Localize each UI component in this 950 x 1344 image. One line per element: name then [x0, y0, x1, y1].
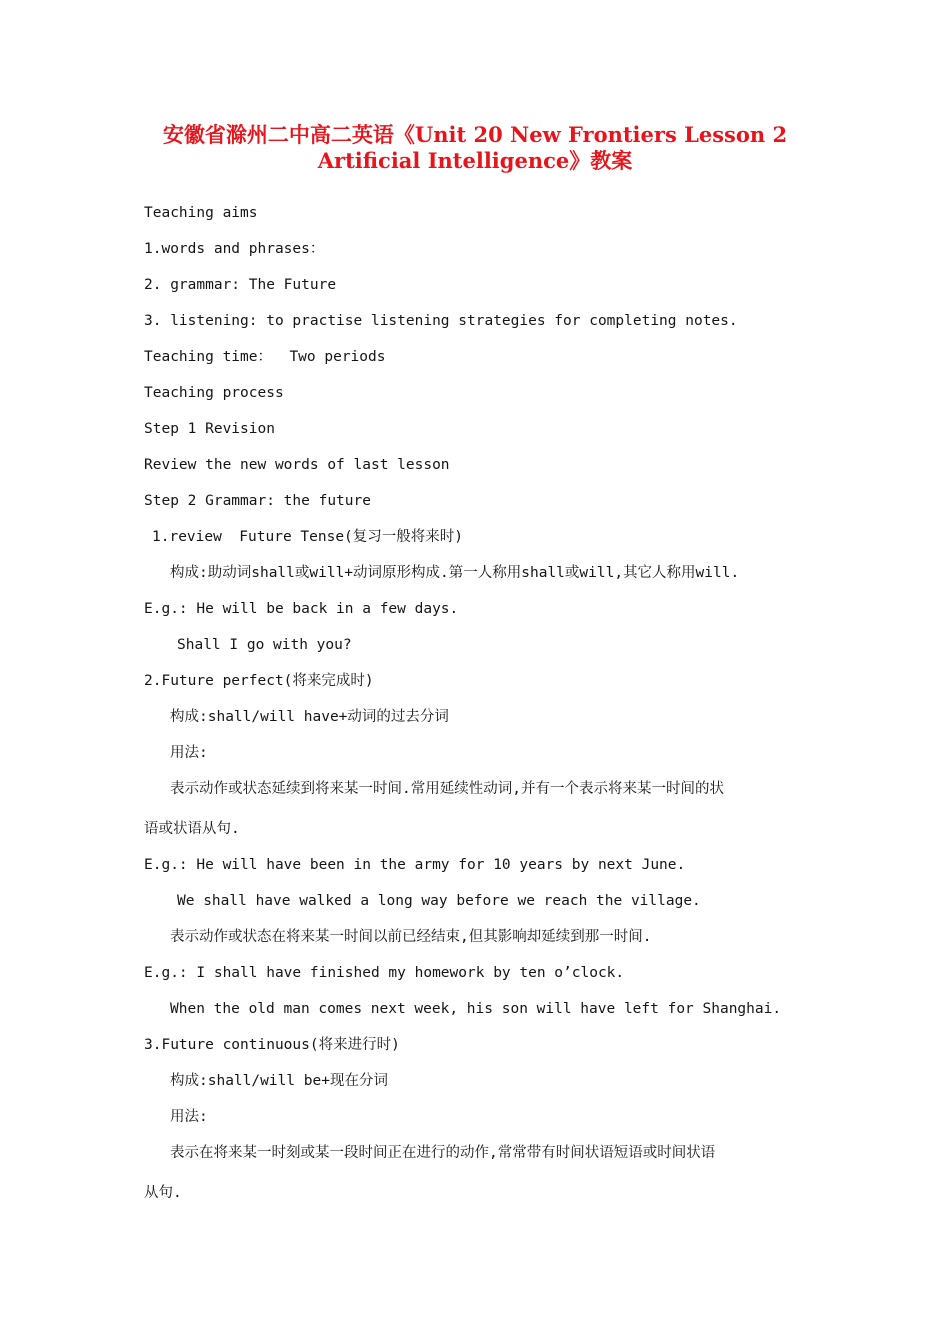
future-perfect-usage-2: 表示动作或状态在将来某一时间以前已经结束,但其影响却延续到那一时间. — [170, 929, 652, 945]
future-continuous-heading: 3.Future continuous(将来进行时) — [144, 1037, 400, 1053]
future-perfect-usage-label: 用法: — [170, 745, 208, 761]
section-heading-teaching-process: Teaching process — [144, 385, 284, 401]
future-perfect-heading: 2.Future perfect(将来完成时) — [144, 673, 374, 689]
future-perfect-usage-1a: 表示动作或状态延续到将来某一时间.常用延续性动词,并有一个表示将来某一时间的状 — [170, 781, 724, 797]
step-2-heading: Step 2 Grammar: the future — [144, 493, 371, 509]
future-tense-heading: 1.review Future Tense(复习一般将来时) — [152, 529, 464, 545]
aim-item-2: 2. grammar: The Future — [144, 277, 337, 293]
aim-item-1: 1.words and phrases： — [144, 241, 325, 257]
future-tense-example-2: Shall I go with you? — [177, 637, 352, 653]
future-tense-example-1: E.g.: He will be back in a few days. — [144, 601, 459, 617]
future-continuous-usage-1a: 表示在将来某一时刻或某一段时间正在进行的动作,常常带有时间状语短语或时间状语 — [170, 1145, 716, 1161]
teaching-time: Teaching time： Two periods — [144, 349, 386, 365]
future-perfect-example-4: When the old man comes next week, his son will have left for Shanghai. — [170, 1001, 782, 1017]
future-perfect-structure: 构成:shall/will have+动词的过去分词 — [170, 709, 449, 725]
step-1-text: Review the new words of last lesson — [144, 457, 450, 473]
document-title — [0, 122, 950, 174]
aim-item-3: 3. listening: to practise listening strategies for completing notes. — [144, 313, 738, 329]
title-line-2: Artificial Intelligence》教案 — [317, 148, 633, 173]
step-1-heading: Step 1 Revision — [144, 421, 275, 437]
future-perfect-example-1: E.g.: He will have been in the army for 10 years by next June. — [144, 857, 686, 873]
future-perfect-usage-1b: 语或状语从句. — [144, 821, 240, 837]
section-heading-teaching-aims: Teaching aims — [144, 205, 258, 221]
future-continuous-structure: 构成:shall/will be+现在分词 — [170, 1073, 388, 1089]
future-tense-structure: 构成:助动词shall或will+动词原形构成.第一人称用shall或will,其它人称用will. — [170, 565, 740, 581]
future-continuous-usage-1b: 从句. — [144, 1185, 182, 1201]
future-perfect-example-2: We shall have walked a long way before we reach the village. — [177, 893, 701, 909]
future-continuous-usage-label: 用法: — [170, 1109, 208, 1125]
future-perfect-example-3: E.g.: I shall have finished my homework by ten o’clock. — [144, 965, 625, 981]
title-line-1: 安徽省滁州二中高二英语《Unit 20 New Frontiers Lesson 2 — [162, 122, 788, 147]
